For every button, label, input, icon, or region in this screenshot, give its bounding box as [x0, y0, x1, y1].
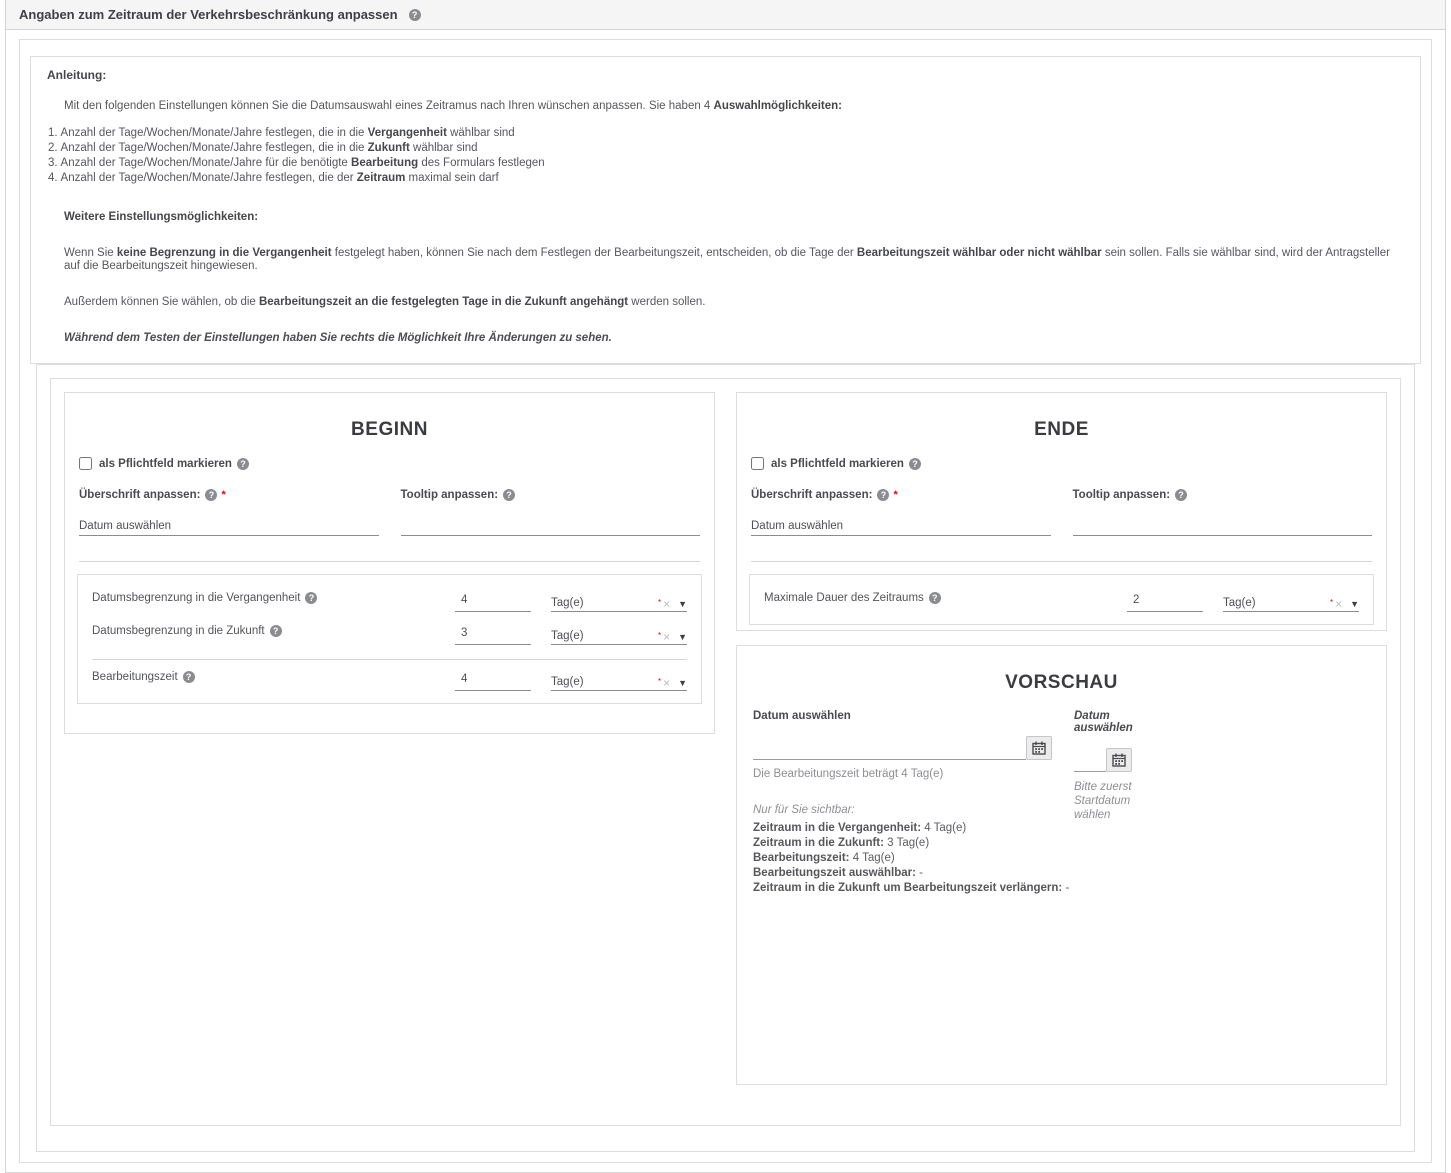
clear-icon[interactable]: × [663, 676, 671, 690]
calendar-icon [1112, 753, 1126, 767]
info-line: Bearbeitungszeit: 4 Tag(e) [753, 852, 895, 864]
help-icon[interactable]: ? [305, 592, 317, 604]
checkbox-label: als Pflichtfeld markieren [99, 457, 232, 470]
settings-card [5, 0, 1446, 1173]
list-item: 1. Anzahl der Tage/Wochen/Monate/Jahre festlegen, die in die Vergangenheit wählbar sind [48, 127, 515, 139]
required-checkbox-row [79, 457, 702, 470]
setting-row [92, 581, 687, 614]
unit-select[interactable]: Tag(e) * × ▼ [551, 670, 687, 691]
divider [751, 561, 1372, 562]
calendar-button[interactable] [1026, 736, 1052, 760]
setting-label: Datumsbegrenzung in die Zukunft [92, 625, 265, 637]
tooltip-input[interactable] [401, 512, 701, 536]
end-limits-group [749, 574, 1374, 625]
field-label: Tooltip anpassen: [400, 489, 499, 501]
help-icon[interactable]: ? [205, 489, 217, 501]
required-checkbox[interactable] [751, 457, 764, 470]
help-icon[interactable]: ? [270, 625, 282, 637]
info-line: Zeitraum in die Zukunft um Bearbeitungszeit verlängern: - [753, 882, 1070, 894]
caret-down-icon[interactable]: ▼ [678, 632, 687, 642]
required-mark: * [657, 598, 662, 607]
list-item: 4. Anzahl der Tage/Wochen/Monate/Jahre festlegen, die der Zeitraum maximal sein darf [48, 172, 499, 184]
field-label: Tooltip anpassen: [1072, 489, 1171, 501]
start-date-input[interactable] [753, 739, 1026, 760]
tooltip-field [1073, 489, 1373, 536]
unit-select[interactable]: Tag(e) * × ▼ [551, 591, 687, 612]
preview-panel [736, 645, 1387, 1085]
configuration-section [19, 39, 1432, 1163]
tooltip-field [401, 489, 701, 536]
heading-input[interactable]: Datum auswählen [79, 512, 379, 536]
settings-outer-box [36, 364, 1415, 1152]
caret-down-icon[interactable]: ▼ [1350, 599, 1359, 609]
preview-panel-title: VORSCHAU [1005, 672, 1118, 693]
end-date-label: Datum auswählen [1074, 710, 1133, 734]
setting-row [92, 660, 687, 693]
calendar-icon [1032, 741, 1046, 755]
processing-time-hint: Die Bearbeitungszeit beträgt 4 Tag(e) [753, 768, 944, 780]
list-item: 3. Anzahl der Tage/Wochen/Monate/Jahre für die benötigte Bearbeitung des Formulars festlegen [48, 157, 545, 169]
caret-down-icon[interactable]: ▼ [678, 678, 687, 688]
heading-field [79, 489, 379, 536]
settings-inner-box [50, 378, 1401, 1126]
help-icon[interactable]: ? [503, 489, 515, 501]
instructions-box [30, 56, 1421, 364]
caret-down-icon[interactable]: ▼ [678, 599, 687, 609]
number-input[interactable]: 2 [1127, 594, 1203, 612]
begin-limits-group [77, 574, 702, 704]
unit-select[interactable]: Tag(e) * × ▼ [1223, 591, 1359, 612]
clear-icon[interactable]: × [1335, 597, 1343, 611]
instructions-intro: Mit den folgenden Einstellungen können Sie die Datumsauswahl eines Zeitramus nach Ihren wünschen anpassen. Sie haben 4 Auswahlmöglichkeiten: [64, 100, 842, 112]
divider [79, 561, 700, 562]
begin-panel [64, 392, 715, 734]
number-input[interactable]: 3 [455, 627, 531, 645]
help-icon[interactable]: ? [237, 458, 249, 470]
calendar-button[interactable] [1106, 748, 1132, 772]
setting-row [92, 614, 687, 647]
instructions-paragraph: Außerdem können Sie wählen, ob die Bearbeitungszeit an die festgelegten Tage in die Zukunft angehängt werden sollen. [64, 296, 706, 308]
info-line: Zeitraum in die Zukunft: 3 Tag(e) [753, 837, 930, 849]
setting-row [764, 581, 1359, 614]
help-icon[interactable]: ? [183, 671, 195, 683]
instructions-heading: Anleitung: [47, 68, 107, 82]
checkbox-label: als Pflichtfeld markieren [771, 457, 904, 470]
required-mark: * [657, 631, 662, 640]
heading-input[interactable]: Datum auswählen [751, 512, 1051, 536]
begin-panel-title: BEGINN [351, 419, 428, 440]
required-checkbox-row [751, 457, 1374, 470]
instructions-paragraph: Wenn Sie keine Begrenzung in die Vergangenheit festgelegt haben, können Sie nach dem Festlegen der Bearbeitungszeit, entscheiden, ob die Tage der Bearbeitungszeit wählbar oder nicht wählbar sein sollen. Falls sie wählbar sind, wird der Antragsteller auf die Bearbeitungszeit hingewiesen. [64, 247, 1390, 272]
number-input[interactable]: 4 [455, 594, 531, 612]
end-panel [736, 392, 1387, 631]
card-header [6, 0, 1445, 30]
setting-label: Bearbeitungszeit [92, 671, 178, 683]
required-checkbox[interactable] [79, 457, 92, 470]
select-start-first-hint: Bitte zuerst Startdatum wählen [1074, 781, 1132, 821]
required-mark: * [893, 489, 898, 501]
help-icon[interactable]: ? [409, 9, 421, 21]
field-label: Überschrift anpassen: [79, 489, 201, 501]
required-mark: * [221, 489, 226, 501]
help-icon[interactable]: ? [909, 458, 921, 470]
help-icon[interactable]: ? [1175, 489, 1187, 501]
instructions-subheading: Weitere Einstellungsmöglichkeiten: [64, 211, 259, 223]
clear-icon[interactable]: × [663, 630, 671, 644]
clear-icon[interactable]: × [663, 597, 671, 611]
help-icon[interactable]: ? [929, 592, 941, 604]
preview-end-column [1074, 710, 1370, 896]
setting-label: Datumsbegrenzung in die Vergangenheit [92, 592, 301, 604]
field-label: Überschrift anpassen: [751, 489, 873, 501]
instructions-list [48, 127, 1404, 185]
instructions-note: Während dem Testen der Einstellungen haben Sie rechts die Möglichkeit Ihre Änderungen zu sehen. [64, 332, 612, 344]
heading-field [751, 489, 1051, 536]
list-item: 2. Anzahl der Tage/Wochen/Monate/Jahre festlegen, die in die Zukunft wählbar sind [48, 142, 478, 154]
end-panel-title: ENDE [1034, 419, 1089, 440]
setting-label: Maximale Dauer des Zeitraums [764, 592, 924, 604]
page-title: Angaben zum Zeitraum der Verkehrsbeschränkung anpassen [19, 7, 398, 22]
end-date-input[interactable] [1074, 751, 1106, 772]
info-line: Bearbeitungszeit auswählbar: - [753, 867, 923, 879]
begin-column [64, 392, 715, 734]
start-date-label: Datum auswählen [753, 710, 851, 722]
tooltip-input[interactable] [1073, 512, 1373, 536]
preview-info-block [753, 821, 1070, 896]
end-column [736, 392, 1387, 1085]
unit-select[interactable]: Tag(e) * × ▼ [551, 624, 687, 645]
required-mark: * [657, 677, 662, 686]
help-icon[interactable]: ? [877, 489, 889, 501]
required-mark: * [1329, 598, 1334, 607]
preview-start-column [753, 710, 1070, 896]
visible-only-heading: Nur für Sie sichtbar: [753, 804, 855, 816]
card-body [6, 30, 1445, 1172]
number-input[interactable]: 4 [455, 673, 531, 691]
info-line: Zeitraum in die Vergangenheit: 4 Tag(e) [753, 822, 967, 834]
